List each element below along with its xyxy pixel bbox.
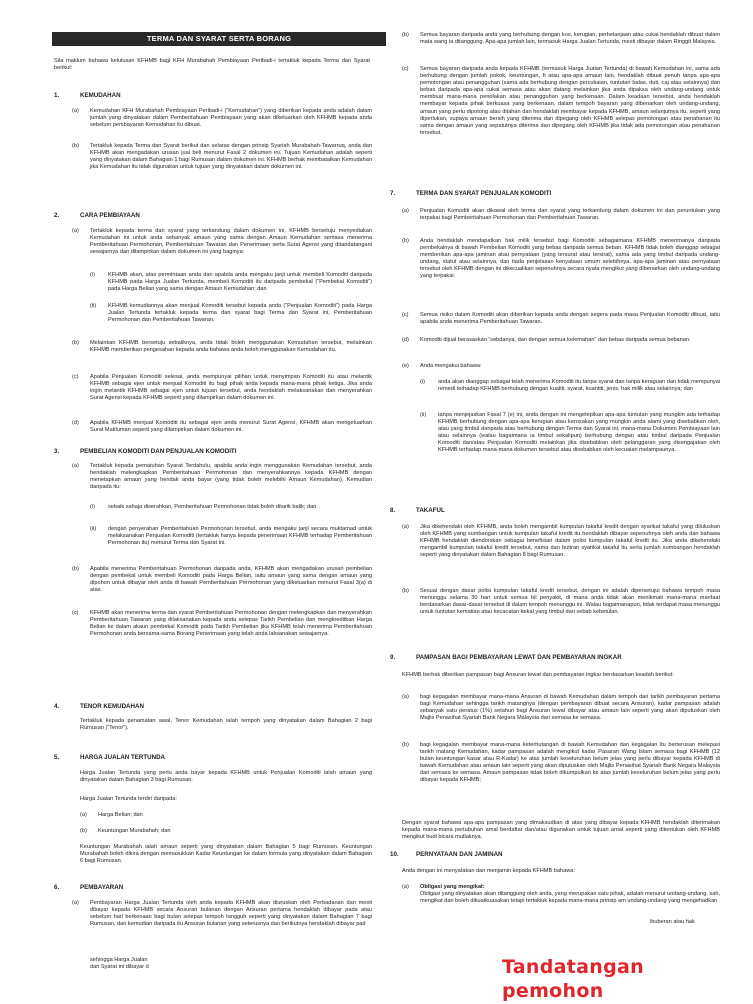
section-4-text: Tertakluk kepada penamatan awal, Tenor Kemudahan ialah tempoh yang dinyatakan dalam Bahagian 2 bagi Rumusan (“Tenor”). <box>80 718 372 732</box>
section-10a: (a) Obligasi yang mengikat: Obligasi yang dinyatakan akan ditanggung oleh anda, yang merupakan satu pihak, adalah menurut undang-undang, sah, mengikat dan boleh dikuatkuasakan tetapi tertakluk kepada mana-mana prinsip am undang-undang yang mengehadkan <box>402 884 720 905</box>
document-title: TERMA DAN SYARAT SERTA BORANG <box>52 32 386 46</box>
section-6a: (a) Pembayaran Harga Jualan Tertunda oleh anda kepada KFHMB akan diuruskan oleh Perbadanan dan mesti dibayar kepada KFHMB secara Ansuran bulanan dengan Ansuran pertama hendaklah dibayar pada atau sebelum hari berkenaan bagi bulan selepas tempoh tangguh seperti yang dinyatakan dalam Bahagian 7 bagi Rumusan, dan kemudian daripada itu Ansuran bulanan yang seterusnya dan berikutnya hendaklah dibayar pad <box>72 900 372 928</box>
signature-caption: Tandatangan pemohon <box>502 956 644 1002</box>
section-2c: (c) Apabila Penjualan Komoditi selesai, anda mempunyai pilihan untuk menyimpan Komoditi itu atau melantik KFHMB sebagai ejen untuk menjual Komoditi itu bagi pihak anda kepada mana-mana pihak ketiga. Jika anda ingin melantik KFHMB sebagai ejen untuk tujuan tersebut, anda hendaklah melaksanakan dan menyerahkan Surat Agensi kepada KFHMB seperti yang dilampirkan dalam dokumen ini. <box>72 374 372 402</box>
section-3-heading: 3. PEMBELIAN KOMODITI DAN PENJUALAN KOMODITI <box>54 448 237 455</box>
section-1-heading: 1. KEMUDAHAN <box>54 92 121 99</box>
section-2a-i: (i) KFHMB akan, atas permintaan anda dan apabila anda mengaku janji untuk membeli Komoditi daripada KFHMB pada Harga Jualan Tertunda, membeli Komoditi itu daripada pembekal (“Pembekal Komoditi”) pada Harga Belian yang sama dengan Amaun Kemudahan; dan <box>90 272 372 293</box>
section-2a-ii: (ii) KFHMB kemudiannya akan menjual Komoditi tersebut kepada anda (“Penjualan Komoditi”) pada Harga Jualan Tertunda tertakluk kepada terma dan syarat bagi Terma dan Syarat ini, Pemberitahuan Permohonan dan Pemberitahuan Tawaran. <box>90 303 372 324</box>
section-2d: (d) Apabila KFHMB menjual Komoditi itu sebagai ejen anda menurut Surat Agensi, KFHMB akan mengeluarkan Surat Makluman seperti yang dilampirkan dalam dokumen ini. <box>72 420 372 434</box>
section-9a: (a) bagi kegagalan membayar mana-mana Ansuran di bawah Kemudahan dalam tempoh dari tarikh pembayaran pertama bagi Kemudahan sehingga tarikh matangnya (dengan pembayaran dibuat secara Ansuran), kadar pampasan adalah sebanyak satu peratus (1%) setahun bagi Ansuran lewat dibayar atau amaun lain seperti yang akan diputuskan oleh Majlis Penasihat Syariah Bank Negara Malaysia dari semasa ke semasa. <box>402 694 720 722</box>
section-6c: (c) Semua bayaran daripada anda kepada KFHMB (termasuk Harga Jualan Tertunda) di bawah Kemudahan ini, sama ada berhubung dengan jumlah pokok, keuntungan, fi atau apa-apa amaun lain, hendaklah dibuat penuh tanpa apa-apa pemotongan atau penangguhan (sama ada berhubung dengan percukaian, tuntutan balas, duti, caj atau selainnya) dan bebas daripada apa-apa cukai semasa atau akan datang melainkan jika anda dipaksa oleh undang-undang untuk membuat mana-mana penolakan atau penangguhan yang berkenaan. Dalam keadaan tersebut, anda hendaklah membayar kepada pihak berkuasa yang berkenaan, dalam tempoh bayaran yang dibenarkan oleh undang-undang, amaun yang perlu dipotong atau ditahan dan hendaklah membayar kepada KFHMB, amaun selanjutnya itu, seperti yang diperlukan, supaya amaun bersih yang diterima dan dipegang oleh KFHMB selepas pemotongan atau penahanan itu sama dengan amaun yang sepatutnya diterima dan dipegang oleh KFHMB jika tidak ada pemotongan atau penahanan tersebut. <box>402 66 720 136</box>
section-5-text-1: Harga Jualan Tertunda yang perlu anda bayar kepada KFHMB untuk Penjualan Komoditi ialah amaun yang dinyatakan dalam Bahagian 3 bagi Rumusan. <box>80 770 372 784</box>
section-7a: (a) Penjualan Komoditi akan dikawal oleh terma dan syarat yang terkandung dalam dokumen ini dan peruntukan yang terpakai bagi Pemberitahuan Permohonan dan Pemberitahuan Tawaran. <box>402 208 720 222</box>
section-6b: (b) Semua bayaran daripada anda yang berhubung dengan kos, kerugian, perbelanjaan atau cukai hendaklah dibuat dalam mata wang ia ditanggung. Apa-apa jumlah lain, termasuk Harga Jualan Tertunda, mesti dibayar dalam Ringgit Malaysia. <box>402 32 720 46</box>
section-6a-tail-1: sehingga Harga Jualan <box>90 957 148 963</box>
section-7e-ii: (ii) tanpa menjejaskan Fasal 7 (e) ini, anda dengan ini mengetepikan apa-apa tuntutan yang mungkin ada terhadap KFHMB berhubung dengan apa-apa kerugian atau kerosakan yang mungkin anda alami yang disebabkan oleh, atau yang timbul daripada atau berhubung dengan Terma dan Syarat ini, mana-mana Dokumen Pembiayaan lain atau selainnya (walau bagaimana ia timbul sekalipun) berhubung dengan atau timbul daripada Penjualan Komoditi dan/atau Penjualan Komoditi melainkan jika disebabkan oleh pelanggaran yang disengajakan oleh KFHMB terhadap mana-mana dokumen tersebut atau disebabkan oleh kecuaian melampaunya. <box>420 412 720 454</box>
section-4-heading: 4. TENOR KEMUDAHAN <box>54 703 144 710</box>
section-5-text-3: Keuntungan Murabahah ialah amaun seperti yang dinyatakan dalam Bahagian 5 bagi Rumusan. Keuntungan Murabahah boleh dikira dengan memasukkan Kadar Keuntungan ke dalam formula yang dinyatakan dalam Bahagian 6 bagi Rumusan. <box>80 844 372 865</box>
section-7e-i: (i) anda akan dianggap sebagai telah menerima Komoditi itu tanpa syarat dan tanpa keraguan dan tidak mempunyai remedi terhadap KFHMB berhubung dengan kualiti, syarat, kuantiti, jenis, hak milik atau selainnya; dan <box>420 379 720 393</box>
section-9-heading: 9. PAMPASAN BAGI PEMBAYARAN LEWAT DAN PEMBAYARAN INGKAR <box>390 654 622 661</box>
section-10a-text: Obligasi yang dinyatakan akan ditanggung oleh anda, yang merupakan satu pihak, adalah menurut undang-undang, sah, mengikat dan boleh dikuatkuasakan tetapi tertakluk kepada mana-mana prinsip am undang-undang yang mengehadkan <box>420 891 720 905</box>
section-3a-ii: (ii) dengan penyerahan Pemberitahuan Permohonan tersebut, anda mengaku janji secara muktamad untuk melaksanakan Penjualan Komoditi (tertakluk hanya kepada penerimaan KFHMB terhadap Pemberitahuan Permohonan itu) menurut Terma dan Syarat ini. <box>90 526 372 547</box>
section-5b: (b) Keuntungan Murabahah; dan <box>80 828 171 834</box>
section-7-heading: 7. TERMA DAN SYARAT PENJUALAN KOMODITI <box>390 190 552 197</box>
section-10-text: Anda dengan ini menyatakan dan menjamin kepada KFHMB bahawa: <box>402 868 575 874</box>
section-3b: (b) Apabila menerima Pemberitahuan Permohonan daripada anda, KFHMB akan mengadakan urusan pembelian dengan pembekal untuk membeli Komoditi pada Harga Belian, iaitu amaun yang sama dengan amaun yang dipohon untuk dibayar oleh anda di bawah Pemberitahuan Permohonan yang dikeluarkan menurut Fasal 3(a) di atas. <box>72 566 372 594</box>
section-10-heading: 10. PERNYATAAN DAN JAMINAN <box>390 851 503 858</box>
section-5-text-2: Harga Jualan Tertunda terdiri daripada: <box>80 796 177 802</box>
section-3a-i: (i) sebaik sahaja diserahkan, Pemberitahuan Permohonan tidak boleh ditarik balik; dan <box>90 504 317 510</box>
section-3c: (c) KFHMB akan menerima terma dan syarat Pemberitahuan Permohonan dengan melengkapkan dan menyerahkan Pemberitahuan Tawaran yang dilaksanakan kepada anda selepas Tarikh Pembelian dan mengkreditkan Harga Belian ke dalam akaun pembekal Komoditi pada Tarikh Pembelian jika KFHMB telah menerima Pemberitahuan Permohonan anda bersama-sama Borang Penerimaan yang telah anda laksanakan sewajarnya. <box>72 610 372 638</box>
section-10a-title: Obligasi yang mengikat: <box>420 884 485 890</box>
section-2-heading: 2. CARA PEMBIAYAAN <box>54 212 140 219</box>
section-6-heading: 6. PEMBAYARAN <box>54 884 124 891</box>
section-1a: (a) Kemudahan KFH Murabahah Pembiayaan Peribadi-i (“Kemudahan”) yang diberikan kepada anda adalah dalam jumlah yang dinyatakan dalam Pemberitahuan Pembiayaan yang akan dikeluarkan oleh KFHMB kepada anda sebelum pembayaran Kemudahan itu dibuat. <box>72 108 372 129</box>
intro-text: Sila maklum bahawa kelulusan KFHMB bagi KFH Murabahah Pembiayaan Peribadi-i tertakluk kepada Terma dan Syarat berikut: <box>54 58 370 72</box>
section-9-text: KFHMB berhak diberikan pampasan bagi Ansuran lewat dan pembayaran ingkar berdasarkan keadah berikut: <box>402 672 674 678</box>
section-7b: (b) Anda hendaklah mendapatkan hak milik tersebut bagi Komoditi sebagaimana KFHMB menerimanya daripada pembekalnya di bawah Pembelian Komoditi yang bebas daripada semua beban. KFHMB tidak boleh dianggap sebagai memberikan apa-apa jaminan atau pernyataan (yang tersurat atau tersirat), sama ada yang timbul daripada undang-undang, statut atau selainnya, dan tiada penjelasan kenyataan umum selebihnya, apa-apa jaminan atau pernyataan tersebut oleh KFHMB dengan ini dikecualikan sepenuhnya secara nyata mengikut yang dibenarkan oleh undang-undang yang terpakai. <box>402 238 720 280</box>
section-8-heading: 8. TAKAFUL <box>390 507 445 514</box>
section-5-heading: 5. HARGA JUALAN TERTUNDA <box>54 754 166 761</box>
section-10a-tail: ibuberan atau hak <box>650 919 695 925</box>
section-8b: (b) Sesuai dengan dasar polisi kumpulan takaful kredit tersebut, dengan ini adalah dipersetujui bahawa tempoh masa menunggu selama 30 hari untuk semua bil penyakit, di mana anda tidak akan menikmati mana-mana manfaat berdasarkan dasar-dasar tersebut di dalam tempoh menunggu ini. Walau bagaimanapun, tidak terdapat masa menunggu untuk tuntutan kematian atau kecacatan kekal yang timbul dari sebab kebetulan. <box>402 588 720 616</box>
section-7e: (e) Anda mengakui bahawa: <box>402 363 482 369</box>
section-9-text-2: Dengan syarat bahawa apa-apa pampasan yang dimaksudkan di atas yang dibayar kepada KFHMB hendaklah diterimakan kepada mana-mana pertubuhan amal berdaftar dan/atau digunakan untuk tujuan amal seperti yang ditentukan oleh KFHMB mengikut budi bicara mutlaknya. <box>402 820 720 841</box>
section-9b: (b) bagi kegagalan membayar mana-mana keterhutangan di bawah Kemudahan dan kegagalan itu berterusan melepasi tarikh matang Kemudahan, kadar pampasan adalah mengikut kadar Pasaran Wang Islam semasa bagi KFHMB (12 bulan keuntungan kasar atau R-Kadar) ke atas jumlah keseluruhan belum jelas yang perlu dibayar kepada KFHMB di bawah Kemudahan atau amaun lain seperti yang akan diputuskan oleh Majlis Penasihat Syariah Bank Negara Malaysia dari semasa ke semasa. Amaun pampasan tidak boleh dikumpulkan ke atas jumlah keseluruhan belum jelas yang perlu dibayar kepada KFHMB; <box>402 742 720 784</box>
section-6a-tail-2: dan Syarat ini dibayar d <box>90 964 149 970</box>
section-5a: (a) Harga Belian; dan <box>80 812 143 818</box>
section-2b: (b) Melainkan KFHMB bersetuju sebaliknya, anda tidak boleh menggunakan Kemudahan tersebut, melainkan KFHMB memberikan pengesahan kepada anda bahawa anda boleh menggunakan Kemudahan itu. <box>72 340 372 354</box>
section-3a: (a) Tertakluk kepada pematuhan Syarat Terdahulu, apabila anda ingin menggunakan Kemudahan tersebut, anda hendaklah melengkapkan Pemberitahuan Permohonan dan menyerahkannya kepada KFHMB dengan menetapkan amaun yang hendak anda bayar (yang tidak boleh melebihi Amaun Kemudahan). Kemudian daripada itu: <box>72 463 372 491</box>
section-8a: (a) Jika dikehendaki oleh KFHMB, anda boleh mengambil kumpulan takaful kredit dengan syarikat takaful yang diluluskan oleh KFHMB yang sumbangan untuk kumpulan takaful kredit itu hendaklah dibayar sepenuhnya oleh anda dan bahawa KFHMB hendaklah diendorskan sebagai benefisiari dalam polisi kumpulan takaful kredit itu. Jika anda dikehendaki mengambil kumpulan takaful kredit tersebut, nama dan butiran syarikat takaful itu serta jumlah sumbangan hendaklah seperti yang dinyatakan dalam Bahagian 8 bagi Rumusan. <box>402 524 720 559</box>
section-1b: (b) Tertakluk kepada Terma dan Syarat berikut dan selaras dengan prinsip Syariah Murabahah-Tawarruq, anda dan KFHMB akan mengadakan urusan jual beli menurut Fasal 2 dokumen ini. Tujuan Kemudahan adalah seperti yang dinyatakan dalam Bahagian 1 bagi Rumusan dalam dokumen ini. KFHMB berhak membatalkan Kemudahan jika Kemudahan itu tidak digunakan untuk tujuan yang dinyatakan dalam dokumen ini. <box>72 143 372 171</box>
section-7c: (c) Semua risiko dalam Komoditi akan diberikan kepada anda dengan segera pada masa Penjualan Komoditi dibuat, iaitu apabila anda menerima Pemberitahuan Tawaran. <box>402 312 720 326</box>
section-7d: (d) Komoditi dijual berasaskan “sebdanya, dan dengan semua kelemahan” dan bebas daripada semua bebanan. <box>402 337 691 343</box>
section-2a: (a) Tertakluk kepada terma dan syarat yang terkandung dalam dokumen ini, KFHMB bersetuju menyediakan Kemudahan ini untuk anda sebanyak amaun yang sama dengan Amaun Kemudahan semasa menerima Pemberitahuan Permohonan, Pemberitahuan Tawaran dan Penerimaan serta Surat Agensi yang ditandatangani sewajarnya dan dilampirkan dalam dokumen ini yang baginya: <box>72 228 372 256</box>
